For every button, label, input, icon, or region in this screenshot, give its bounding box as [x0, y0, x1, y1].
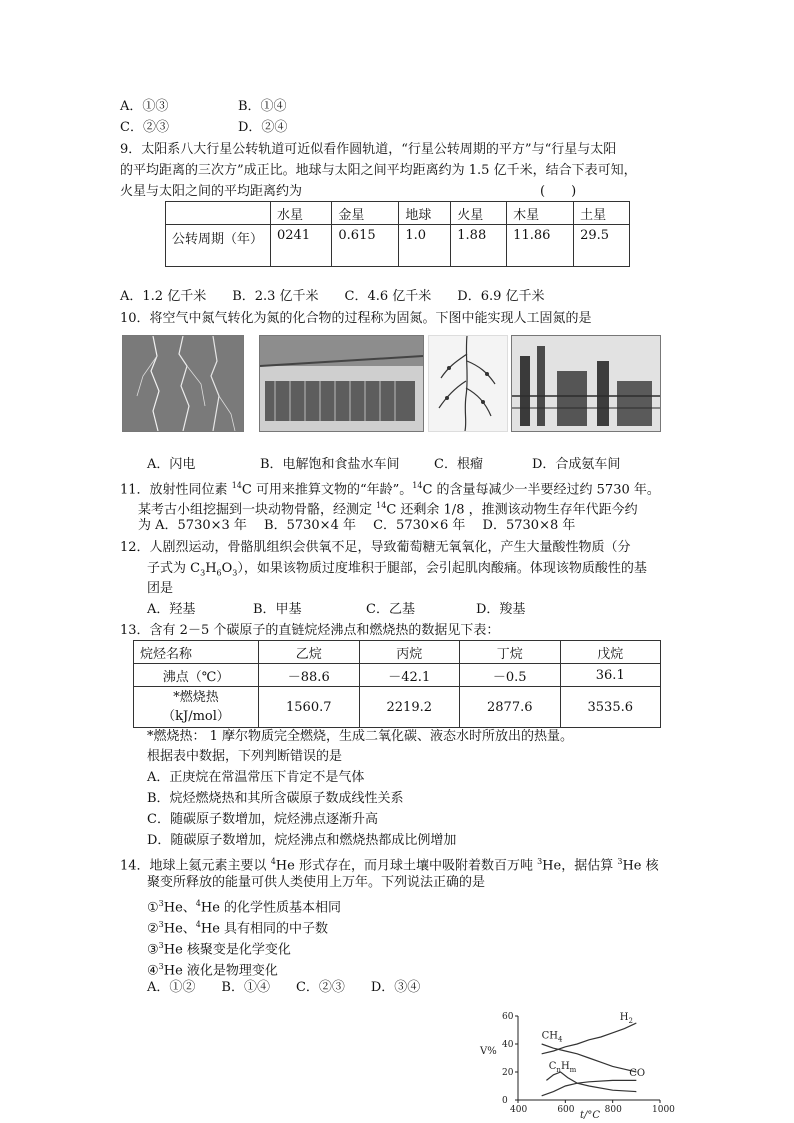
table-cell: 烷烃名称	[134, 641, 259, 664]
lightning-photo	[122, 335, 244, 432]
q12-option-a: A．羟基	[147, 602, 196, 617]
table-cell: 土星	[574, 202, 630, 225]
q12-stem-line1: 12．人剧烈运动，骨骼肌组织会供氧不足，导致葡萄糖无氧氧化，产生大量酸性物质（分	[120, 540, 631, 555]
table-cell: 丁烷	[460, 641, 561, 664]
table-cell: 金星	[332, 202, 399, 225]
q12-stem-line3: 团是	[147, 581, 174, 596]
q14-stem-line2: 聚变所释放的能量可供人类使用上万年。下列说法正确的是	[147, 875, 486, 890]
q13-option-b: B．烷烃燃烧热和其所含碳原子数成线性关系	[147, 791, 404, 806]
table-cell: 3535.6	[560, 687, 661, 728]
y-tick-label: 60	[502, 1012, 514, 1022]
series-line-co	[542, 1080, 637, 1095]
q13-footnote: *燃烧热： 1 摩尔物质完全燃烧，生成二氧化碳、液态水时所放出的热量。	[147, 729, 574, 744]
q10-option-a: A．闪电	[147, 457, 196, 472]
q8-option-a: A．①③	[120, 99, 169, 114]
q9-stem-line2: 的平均距离的三次方”成正比。地球与太阳之间平均距离约为 1.5 亿千米，结合下表可知，	[120, 163, 637, 178]
y-axis-label: V%	[480, 1046, 497, 1057]
q12-option-c: C．乙基	[366, 602, 415, 617]
table-cell: *燃烧热 （kJ/mol）	[134, 687, 259, 728]
table-row	[166, 225, 630, 267]
table-cell: 1.0	[399, 225, 451, 267]
table-cell: 木星	[507, 202, 574, 225]
q14-statement-3: ③$^3$He 核聚变是化学变化	[147, 941, 291, 958]
q14-options: A．①② B．①④ C．②③ D．③④	[147, 980, 421, 995]
table-row	[166, 202, 630, 225]
table-cell: 地球	[399, 202, 451, 225]
q12-stem-line2: 子式为 $C_3H_6O_3$），如果该物质过度堆积于腿部，会引起肌肉酸痛。体现该物质酸性的基	[147, 561, 647, 578]
table-cell: 0241	[271, 225, 332, 267]
table-row	[134, 664, 661, 687]
q9-stem-line3: 火星与太阳之间的平均距离约为	[120, 184, 303, 199]
q12-option-b: B．甲基	[253, 602, 302, 617]
table-cell: 1560.7	[259, 687, 360, 728]
table-cell: 公转周期（年）	[166, 225, 271, 267]
q8-option-d: D．②④	[238, 120, 288, 135]
q10-option-d: D．合成氨车间	[532, 457, 621, 472]
q14-stem-line1: 14．地球上氦元素主要以 $^4$He 形式存在，而月球土壤中吸附着数百万吨 $^3$He，据估算 $^3$He 核	[120, 857, 659, 874]
q11-stem-line3: 为 A．5730×3 年 B．5730×4 年 C．5730×6 年 D．5730×8 年	[138, 518, 576, 533]
table-cell: 火星	[451, 202, 507, 225]
x-tick-label: 600	[557, 1105, 575, 1115]
series-label-cnhm: $C_nH_m$	[548, 1061, 577, 1075]
table-cell	[166, 202, 271, 225]
q12-option-d: D．羧基	[476, 602, 526, 617]
table-cell: 36.1	[560, 664, 661, 687]
x-axis-label: t/°C	[580, 1110, 601, 1120]
table-cell: －0.5	[460, 664, 561, 687]
table-cell: 11.86	[507, 225, 574, 267]
x-tick-label: 800	[604, 1105, 622, 1115]
q10-option-b: B．电解饱和食盐水车间	[260, 457, 400, 472]
q13-alkane-table	[133, 640, 661, 728]
electrolysis-workshop-photo	[259, 335, 424, 432]
q14-statement-2: ②$^3$He、$^4$He 具有相同的中子数	[147, 920, 329, 937]
table-cell: 0.615	[332, 225, 399, 267]
y-tick-label: 40	[502, 1040, 514, 1050]
table-cell: 2877.6	[460, 687, 561, 728]
x-tick-label: 400	[510, 1105, 528, 1115]
q13-option-a: A．正庚烷在常温常压下肯定不是气体	[147, 770, 365, 785]
table-cell: 29.5	[574, 225, 630, 267]
y-tick-label: 0	[502, 1096, 508, 1106]
ammonia-plant-photo	[511, 335, 661, 432]
table-cell: －42.1	[359, 664, 460, 687]
x-tick-label: 1000	[652, 1105, 675, 1115]
q13-option-d: D．随碳原子数增加，烷烃沸点和燃烧热都成比例增加	[147, 833, 457, 848]
table-cell: 2219.2	[359, 687, 460, 728]
table-cell: －88.6	[259, 664, 360, 687]
table-row	[134, 641, 661, 664]
series-label-h2: $H_2$	[619, 1012, 633, 1026]
table-cell: 1.88	[451, 225, 507, 267]
table-row	[134, 687, 661, 728]
q13-lead: 根据表中数据，下列判断错误的是	[147, 749, 343, 764]
y-tick-label: 20	[502, 1068, 514, 1078]
table-cell: 乙烷	[259, 641, 360, 664]
q9-stem-line1: 9．太阳系八大行星公转轨道可近似看作圆轨道，“行星公转周期的平方”与“行星与太阳	[120, 142, 617, 157]
q11-stem-line2: 某考古小组挖掘到一块动物骨骼，经测定 $^{14}$C 还剩余 1/8 ，推测该动物生存年代距今约	[138, 501, 638, 518]
q9-planet-table	[165, 201, 630, 267]
q9-options: A．1.2 亿千米 B．2.3 亿千米 C．4.6 亿千米 D．6.9 亿千米	[120, 289, 545, 304]
q8-option-b: B．①④	[238, 99, 287, 114]
q8-option-c: C．②③	[120, 120, 169, 135]
table-cell: 沸点（℃）	[134, 664, 259, 687]
table-cell: 丙烷	[359, 641, 460, 664]
series-label-ch4: $CH_4$	[541, 1030, 563, 1044]
table-cell: 戊烷	[560, 641, 661, 664]
q10-stem: 10．将空气中氮气转化为氮的化合物的过程称为固氮。下图中能实现人工固氮的是	[120, 311, 592, 326]
series-label-co: CO	[629, 1068, 646, 1080]
q14-statement-4: ④$^3$He 液化是物理变化	[147, 962, 278, 979]
q11-stem-line1: 11．放射性同位素 $^{14}$C 可用来推算文物的“年龄”。$^{14}$C 的含量每减少一半要经过约 5730 年。	[120, 481, 660, 498]
q9-answer-paren: ( )	[540, 184, 577, 199]
table-cell: 水星	[271, 202, 332, 225]
q14-statement-1: ①$^3$He、$^4$He 的化学性质基本相同	[147, 899, 342, 916]
q13-option-c: C．随碳原子数增加，烷烃沸点逐渐升高	[147, 812, 378, 827]
q13-stem: 13．含有 2－5 个碳原子的直链烷烃沸点和燃烧热的数据见下表：	[120, 623, 500, 638]
root-nodule-photo	[428, 335, 508, 432]
gas-composition-chart	[472, 1008, 682, 1120]
q10-option-c: C．根瘤	[434, 457, 483, 472]
